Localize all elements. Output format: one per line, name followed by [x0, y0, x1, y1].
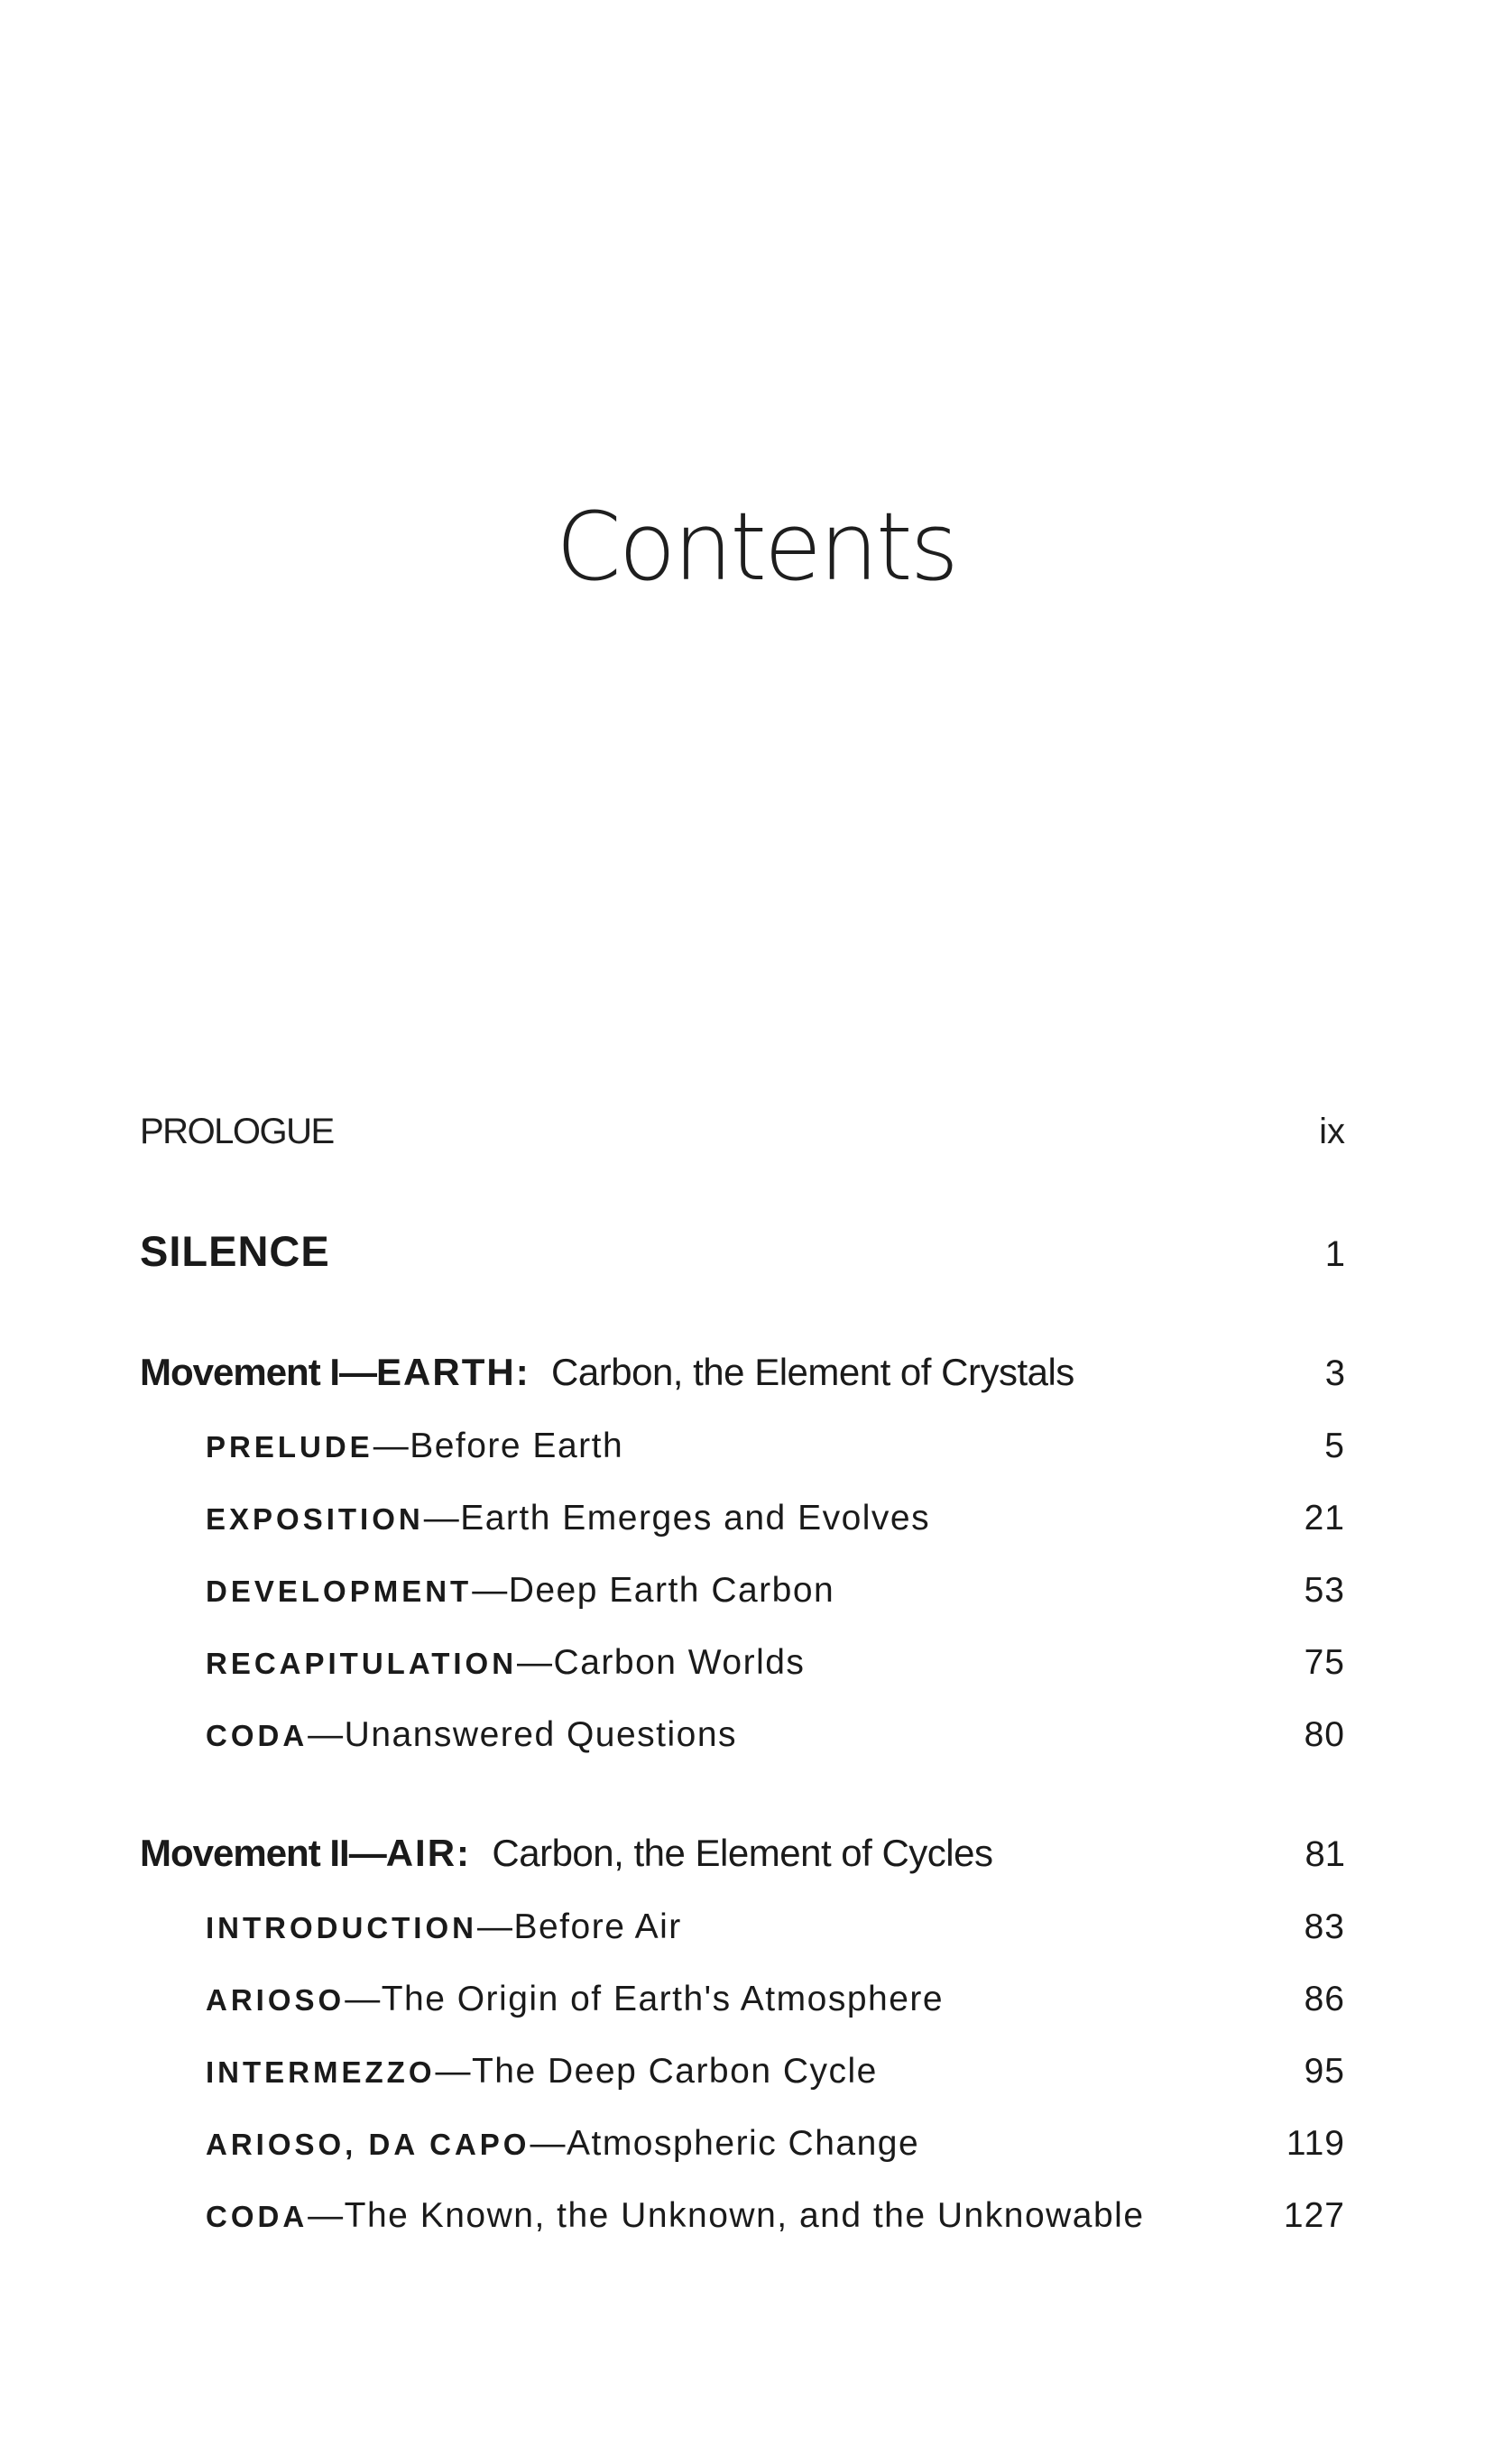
toc-movement-earth[interactable]	[140, 1351, 1345, 1394]
subentry-title: Atmospheric Change	[566, 2124, 920, 2163]
page-title: Contents	[556, 492, 956, 602]
subentry-separator: —	[308, 1715, 345, 1754]
toc-subentry[interactable]	[206, 1643, 1345, 1683]
toc-subentry-label	[206, 2124, 919, 2164]
subentry-separator: —	[345, 1980, 382, 2018]
subentry-separator: —	[373, 1427, 410, 1465]
subentry-title: Unanswered Questions	[344, 1715, 738, 1754]
movement-keyword: AIR:	[385, 1832, 472, 1874]
toc-subentry[interactable]	[206, 1571, 1345, 1611]
toc-subentry[interactable]	[206, 1907, 1345, 1947]
subentry-separator: —	[476, 1907, 514, 1946]
toc-entry-prologue[interactable]	[140, 1112, 1345, 1152]
subentry-title: The Deep Carbon Cycle	[471, 2052, 878, 2091]
subentry-keyword: INTRODUCTION	[206, 1911, 477, 1944]
subentry-title: Deep Earth Carbon	[508, 1571, 835, 1610]
toc-movement-label	[140, 1351, 1074, 1394]
toc-subentry-label	[206, 2196, 1145, 2236]
movement-keyword: EARTH:	[376, 1351, 530, 1393]
movement-number: Movement II—	[140, 1832, 386, 1874]
subentry-title: Earth Emerges and Evolves	[460, 1499, 931, 1538]
subentry-keyword: PRELUDE	[206, 1430, 373, 1464]
subentry-separator: —	[435, 2052, 472, 2091]
toc-subentry[interactable]	[206, 1980, 1345, 2019]
toc-movement-label	[140, 1832, 993, 1875]
toc-page-number: 119	[1286, 2124, 1345, 2163]
toc-page-number: 83	[1304, 1907, 1345, 1946]
movement-description: Carbon, the Element of Crystals	[551, 1351, 1074, 1393]
subentry-separator: —	[517, 1643, 554, 1682]
toc-page-number: ix	[1319, 1112, 1345, 1151]
subentry-separator: —	[423, 1499, 461, 1538]
toc-page-number: 75	[1304, 1643, 1345, 1682]
toc-movement-air[interactable]	[140, 1832, 1345, 1875]
toc-entry-label: PROLOGUE	[140, 1112, 334, 1151]
subentry-separator: —	[472, 1571, 509, 1610]
toc-page-number: 3	[1324, 1353, 1345, 1393]
toc-page-number: 127	[1283, 2196, 1345, 2235]
toc-subentry[interactable]	[206, 2124, 1345, 2164]
toc-page-number: 80	[1304, 1715, 1345, 1754]
movement-number: Movement I—	[140, 1351, 377, 1393]
subentry-title: Before Earth	[410, 1427, 624, 1465]
toc-subentry-label	[206, 1907, 682, 1947]
subentry-keyword: RECAPITULATION	[206, 1647, 518, 1680]
toc-subentry-label	[206, 1980, 944, 2019]
toc-page-number: 86	[1304, 1980, 1345, 2018]
toc-page-number: 1	[1324, 1234, 1345, 1274]
subentry-keyword: CODA	[206, 1719, 309, 1752]
toc-entry-silence[interactable]	[140, 1226, 1345, 1276]
subentry-separator: —	[530, 2124, 567, 2163]
toc-subentry-label	[206, 2052, 878, 2092]
toc-page-number: 5	[1324, 1427, 1345, 1465]
subentry-keyword: INTERMEZZO	[206, 2055, 436, 2089]
toc-subentry[interactable]	[206, 1427, 1345, 1466]
toc-subentry[interactable]	[206, 1499, 1345, 1538]
toc-page-number: 53	[1304, 1571, 1345, 1610]
subentry-title: Before Air	[513, 1907, 682, 1946]
subentry-keyword: CODA	[206, 2200, 309, 2233]
subentry-title: The Known, the Unknown, and the Unknowable	[344, 2196, 1145, 2235]
subentry-keyword: ARIOSO	[206, 1983, 346, 2017]
toc-subentry[interactable]	[206, 2196, 1345, 2236]
toc-page-number: 95	[1304, 2052, 1345, 2091]
toc-subentry-label	[206, 1499, 930, 1538]
subentry-keyword: DEVELOPMENT	[206, 1575, 473, 1608]
toc-subentry[interactable]	[206, 1715, 1345, 1755]
toc-subentry-label	[206, 1643, 805, 1683]
subentry-separator: —	[308, 2196, 345, 2235]
toc-subentry-label	[206, 1715, 737, 1755]
subentry-keyword: ARIOSO, DA CAPO	[206, 2128, 530, 2161]
toc-entry-label: SILENCE	[140, 1227, 330, 1275]
toc-subentry-label	[206, 1571, 834, 1611]
toc-subentry[interactable]	[206, 2052, 1345, 2092]
toc-page-number: 21	[1304, 1499, 1345, 1538]
toc-subentry-label	[206, 1427, 623, 1466]
toc-page-number: 81	[1305, 1834, 1345, 1874]
subentry-title: The Origin of Earth's Atmosphere	[381, 1980, 945, 2018]
subentry-keyword: EXPOSITION	[206, 1502, 424, 1536]
subentry-title: Carbon Worlds	[553, 1643, 806, 1682]
movement-description: Carbon, the Element of Cycles	[492, 1832, 993, 1874]
